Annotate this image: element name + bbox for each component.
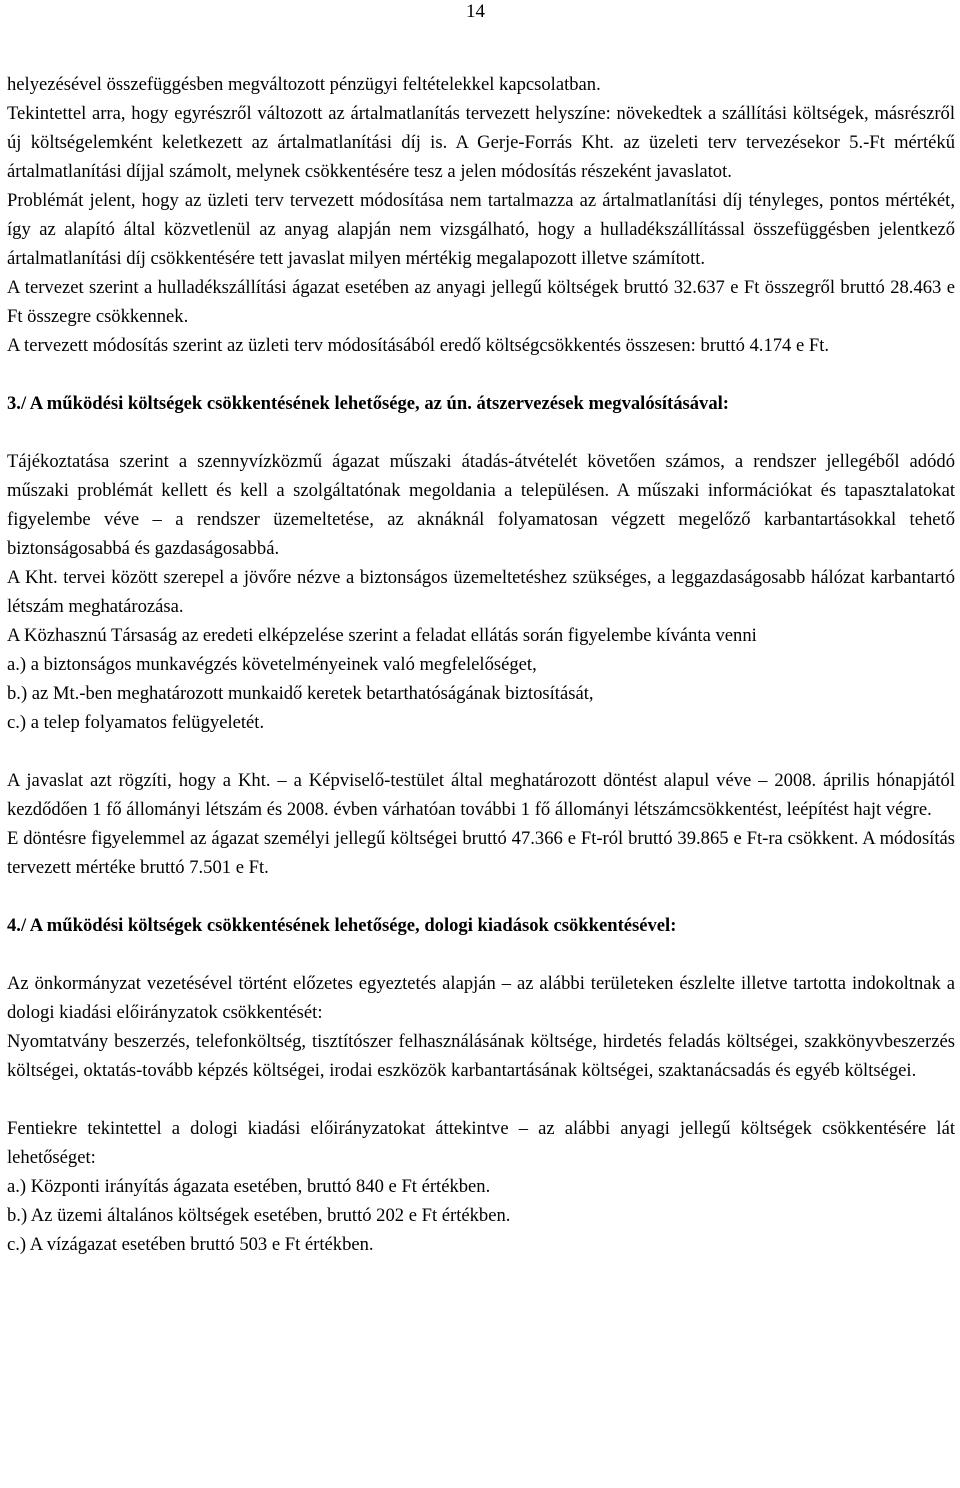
intro-paragraph-4: A tervezet szerint a hulladékszállítási ágazat esetében az anyagi jellegű költségek bruttó 32.637 e Ft összegről bruttó 28.463 e Ft összegre csökkennek. [7,277,955,327]
intro-paragraph-5: A tervezett módosítás szerint az üzleti terv módosításából eredő költségcsökkentés összesen: bruttó 4.174 e Ft. [7,335,830,356]
section-3-list-item: b.) az Mt.-ben meghatározott munkaidő keretek betarthatóságának biztosítását, [7,683,594,704]
section-3-paragraph-5: E döntésre figyelemmel az ágazat személyi jellegű költségei bruttó 47.366 e Ft-ról bruttó 39.865 e Ft-ra csökkent. A módosítás tervezett mértéke bruttó 7.501 e Ft. [7,828,955,878]
section-4-list-item: c.) A vízágazat esetében bruttó 503 e Ft értékben. [7,1234,374,1255]
section-3-paragraph-3: A Közhasznú Társaság az eredeti elképzelése szerint a feladat ellátás során figyelembe kívánta venni [7,625,757,646]
section-4-list-item: b.) Az üzemi általános költségek esetében, bruttó 202 e Ft értékben. [7,1205,511,1226]
section-3-paragraph-4: A javaslat azt rögzíti, hogy a Kht. – a Képviselő-testület által meghatározott döntést alapul véve – 2008. április hónapjától kezdődően 1 fő állományi létszám és 2008. évben várhatóan további 1 fő állományi létszámcsökkentést, leépítést hajt végre. [7,770,955,820]
intro-paragraph-1: helyezésével összefüggésben megváltozott pénzügyi feltételekkel kapcsolatban. [7,74,601,95]
page-number: 14 [466,1,485,22]
section-4-paragraph-2: Nyomtatvány beszerzés, telefonköltség, tisztítószer felhasználásának költsége, hirdetés feladás költségei, szakkönyvbeszerzés költségei, oktatás-tovább képzés költségei, irodai eszközök karbantartásának költségei, szaktanácsadás és egyéb költségei. [7,1031,955,1081]
section-3-paragraph-2: A Kht. tervei között szerepel a jövőre nézve a biztonságos üzemeltetéshez szükséges, a leggazdaságosabb hálózat karbantartó létszám meghatározása. [7,567,955,617]
intro-paragraph-2: Tekintettel arra, hogy egyrészről változott az ártalmatlanítás tervezett helyszíne: növekedtek a szállítási költségek, másrészről új költségelemként keletkezett az ártalmatlanítási díj is. A Gerje-Forrás Kht. az üzeleti terv tervezésekor 5.-Ft mértékű ártalmatlanítási díjjal számolt, melynek csökkentésére tesz a jelen módosítás részeként javaslatot. [7,103,955,182]
section-4-heading: 4./ A működési költségek csökkentésének lehetősége, dologi kiadások csökkentésével: [7,915,677,936]
section-3-paragraph-1: Tájékoztatása szerint a szennyvízközmű ágazat műszaki átadás-átvételét követően számos, a rendszer jellegéből adódó műszaki problémát kellett és kell a szolgáltatónak megoldania a településen. A műszaki információkat és tapasztalatokat figyelembe véve – a rendszer üzemeltetése, az aknáknál folyamatosan végzett megelőző karbantartásokkal tehető biztonságosabbá és gazdaságosabbá. [7,451,955,559]
section-4-list-item: a.) Központi irányítás ágazata esetében, bruttó 840 e Ft értékben. [7,1176,491,1197]
section-3-list-item: c.) a telep folyamatos felügyeletét. [7,712,265,733]
intro-paragraph-3: Problémát jelent, hogy az üzleti terv tervezett módosítása nem tartalmazza az ártalmatlanítási díj tényleges, pontos mértékét, így az alapító által közvetlenül az anyag alapján nem vizsgálható, hogy a hulladékszállítással összefüggésben jelentkező ártalmatlanítási díj csökkentésére tett javaslat milyen mértékig megalapozott illetve számított. [7,190,955,269]
section-4-paragraph-1: Az önkormányzat vezetésével történt előzetes egyeztetés alapján – az alábbi területeken észlelte illetve tartotta indokoltnak a dologi kiadási előirányzatok csökkentését: [7,973,955,1023]
document-body [7,70,955,1259]
section-3-heading: 3./ A működési költségek csökkentésének lehetősége, az ún. átszervezések megvalósításával: [7,393,729,414]
section-4-paragraph-3: Fentiekre tekintettel a dologi kiadási előirányzatokat áttekintve – az alábbi anyagi jellegű költségek csökkentésére lát lehetőséget: [7,1118,955,1168]
section-3-list-item: a.) a biztonságos munkavégzés követelményeinek való megfelelőséget, [7,654,537,675]
